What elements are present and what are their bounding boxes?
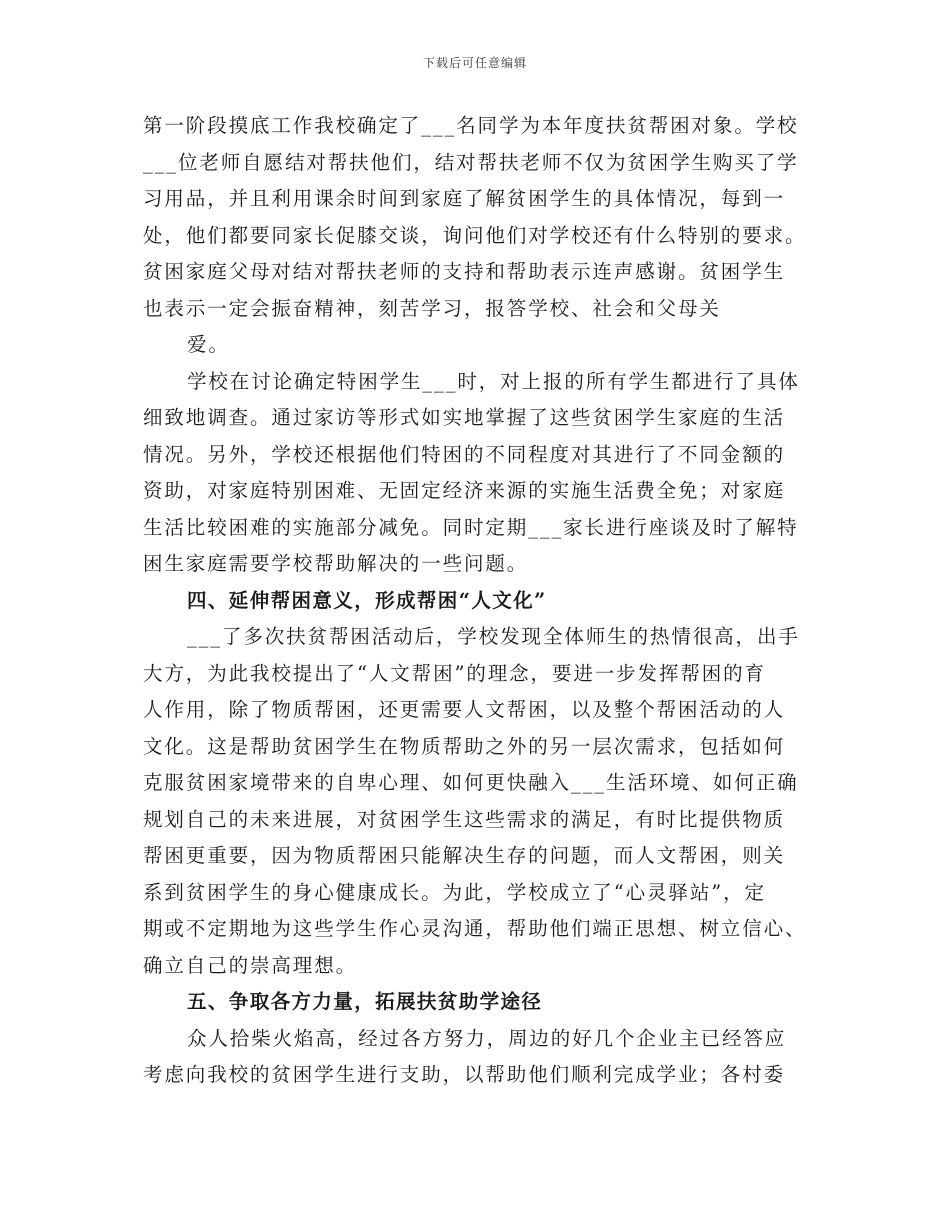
body-line: 处，他们都要同家长促膝交谈，询问他们对学校还有什么特别的要求。 [143, 223, 807, 247]
body-line: 爱。 [187, 333, 230, 356]
body-line: 细致地调查。通过家访等形式如实地掌握了这些贫困学生家庭的生活 [143, 406, 786, 429]
document-body [143, 108, 833, 1094]
body-line: 也表示一定会振奋精神，刻苦学习，报答学校、社会和父母关 [143, 296, 721, 320]
body-line: 系到贫困学生的身心健康成长。为此，学校成立了“心灵驿站”，定 [143, 880, 766, 904]
body-line: 困生家庭需要学校帮助解决的一些问题。 [143, 552, 529, 575]
section-heading-5: 五、争取各方力量，拓展扶贫助学途径 [187, 990, 543, 1013]
body-line: 情况。另外，学校还根据他们特困的不同程度对其进行了不同金额的 [143, 442, 786, 466]
section-heading-4: 四、延伸帮困意义，形成帮困“人文化” [187, 588, 547, 612]
body-line: 期或不定期地为这些学生作心灵沟通，帮助他们端正思想、树立信心、 [143, 917, 807, 940]
body-line: 习用品，并且利用课余时间到家庭了解贫困学生的具体情况，每到一 [143, 187, 786, 210]
paragraph-start: ___了多次扶贫帮困活动后，学校发现全体师生的热情很高，出手 [187, 625, 800, 648]
body-line: 确立自己的崇高理想。 [143, 953, 358, 977]
body-line: 克服贫困家境带来的自卑心理、如何更快融入___生活环境、如何正确 [143, 771, 799, 794]
paragraph-start: 学校在讨论确定特困学生___时，对上报的所有学生都进行了具体 [187, 369, 800, 393]
paragraph-start: 众人拾柴火焰高，经过各方努力，周边的好几个企业主已经答应 [187, 1026, 787, 1050]
body-line: 资助，对家庭特别困难、无固定经济来源的实施生活费全免；对家庭 [143, 479, 786, 502]
body-line: ___位老师自愿结对帮扶他们，结对帮扶老师不仅为贫困学生购买了学 [143, 150, 799, 174]
body-line: 贫困家庭父母对结对帮扶老师的支持和帮助表示连声感谢。贫困学生 [143, 260, 786, 283]
body-line: 生活比较困难的实施部分减免。同时定期___家长进行座谈及时了解特 [143, 515, 799, 539]
body-line: 人作用，除了物质帮困，还更需要人文帮困，以及整个帮困活动的人 [143, 698, 786, 721]
header-note: 下载后可任意编辑 [422, 56, 527, 70]
body-line: 考虑向我校的贫困学生进行支助，以帮助他们顺利完成学业；各村委 [143, 1063, 786, 1086]
body-line: 大方，为此我校提出了“人文帮困”的理念，要进一步发挥帮困的育 [143, 661, 766, 685]
body-line: 文化。这是帮助贫困学生在物质帮助之外的另一层次需求，包括如何 [143, 734, 786, 758]
body-line: 帮困更重要，因为物质帮困只能解决生存的问题，而人文帮困，则关 [143, 844, 786, 867]
body-line: 第一阶段摸底工作我校确定了___名同学为本年度扶贫帮困对象。学校 [143, 114, 799, 137]
body-line: 规划自己的未来进展，对贫困学生这些需求的满足，有时比提供物质 [143, 807, 786, 831]
